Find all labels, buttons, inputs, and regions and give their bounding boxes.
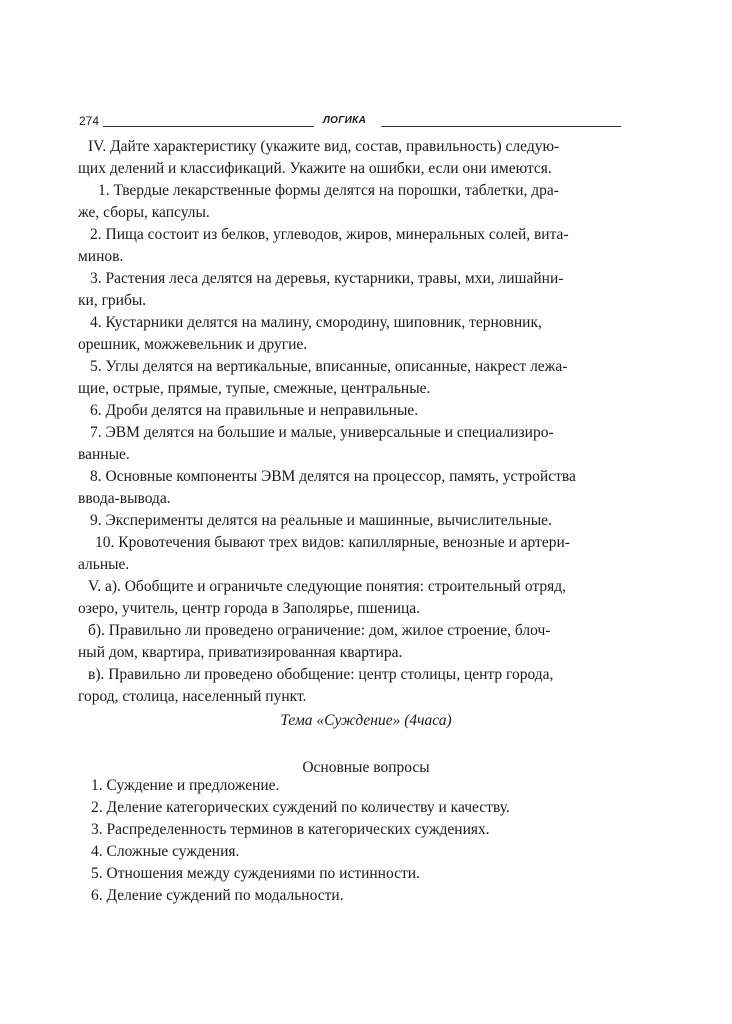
section-iv-item-5 <box>78 356 622 400</box>
text-line: орешник, можжевельник и другие. <box>78 336 308 353</box>
text-line: ный дом, квартира, приватизированная квартира. <box>78 644 403 661</box>
text-line: б). Правильно ли проведено ограничение: дом, жилое строение, блоч- <box>88 622 551 639</box>
text-line: щие, острые, прямые, тупые, смежные, центральные. <box>78 380 431 397</box>
section-v-item-a <box>78 576 622 620</box>
section-iv-item-4 <box>78 312 622 356</box>
section-iv-intro <box>78 136 622 180</box>
text-line: 9. Эксперименты делятся на реальные и машинные, вычислительные. <box>90 512 552 529</box>
section-iv-item-2 <box>78 224 622 268</box>
text-line: 10. Кровотечения бывают трех видов: капиллярные, венозные и артери- <box>95 534 570 551</box>
text-line: в). Правильно ли проведено обобщение: центр столицы, центр города, <box>88 666 554 683</box>
section-iv-item-9 <box>88 510 622 532</box>
question-item: 5. Отношения между суждениями по истинности. <box>91 865 420 882</box>
question-item: 4. Сложные суждения. <box>91 843 240 860</box>
text-line: V. а). Обобщите и ограничьте следующие понятия: строительный отряд, <box>88 578 566 595</box>
text-line: 4. Кустарники делятся на малину, смородину, шиповник, терновник, <box>90 314 542 331</box>
section-v-item-c <box>78 664 622 708</box>
text-line: 2. Пища состоит из белков, углеводов, жиров, минеральных солей, вита- <box>90 226 569 243</box>
question-item: 6. Деление суждений по модальности. <box>91 887 344 904</box>
header-rule-left <box>103 126 314 127</box>
text-line: же, сборы, капсулы. <box>78 204 210 221</box>
text-line: IV. Дайте характеристику (укажите вид, состав, правильность) следую- <box>88 138 560 155</box>
section-iv-item-8 <box>78 466 622 510</box>
question-item: 1. Суждение и предложение. <box>91 777 280 794</box>
section-iv-item-6 <box>88 400 622 422</box>
text-line: ванные. <box>78 446 130 463</box>
text-line: 8. Основные компоненты ЭВМ делятся на процессор, память, устройства <box>90 468 576 485</box>
text-line: 3. Растения леса делятся на деревья, кустарники, травы, мхи, лишайни- <box>90 270 564 287</box>
section-iv-item-10 <box>78 532 622 576</box>
exercise-text <box>78 136 622 708</box>
text-line: 1. Твердые лекарственные формы делятся на порошки, таблетки, дра- <box>98 182 559 199</box>
page-number: 274 <box>79 114 100 128</box>
text-line: 7. ЭВМ делятся на большие и малые, универсальные и специализиро- <box>90 424 554 441</box>
header-rule-right <box>381 126 621 127</box>
text-line: минов. <box>78 248 124 265</box>
questions-heading: Основные вопросы <box>302 759 430 776</box>
text-line: альные. <box>78 556 130 573</box>
question-item: 2. Деление категорических суждений по количеству и качеству. <box>91 799 510 816</box>
text-line: 6. Дроби делятся на правильные и неправильные. <box>90 402 419 419</box>
running-header <box>79 114 621 130</box>
section-iv-item-3 <box>78 268 622 312</box>
text-line: ки, грибы. <box>78 292 147 309</box>
section-iv-item-7 <box>78 422 622 466</box>
section-v-item-b <box>78 620 622 664</box>
question-item: 3. Распределенность терминов в категорических суждениях. <box>91 821 490 838</box>
text-line: 5. Углы делятся на вертикальные, вписанные, описанные, накрест лежа- <box>90 358 568 375</box>
text-line: ввода-вывода. <box>78 490 171 507</box>
section-iv-item-1 <box>78 180 622 224</box>
text-line: город, столица, населенный пункт. <box>78 688 307 705</box>
topic-title: Тема «Суждение» (4часа) <box>280 712 452 729</box>
text-line: озеро, учитель, центр города в Заполярье, пшеница. <box>78 600 421 617</box>
running-title: ЛОГИКА <box>323 115 367 126</box>
text-line: щих делений и классификаций. Укажите на ошибки, если они имеются. <box>78 160 552 177</box>
questions-list <box>91 775 611 907</box>
